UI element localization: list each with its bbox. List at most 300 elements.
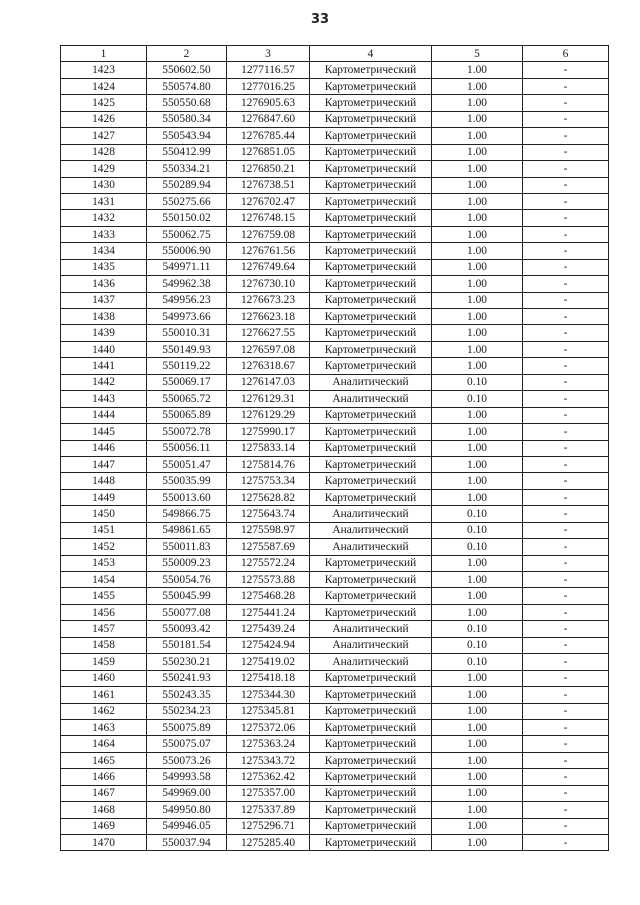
table-row [61, 604, 609, 620]
cell-x-coordinate: 550069.17 [147, 374, 227, 390]
cell-y-coordinate: 1275344.30 [227, 687, 310, 703]
cell-point-number: 1431 [61, 193, 147, 209]
cell-accuracy: 0.10 [432, 391, 523, 407]
cell-description: - [523, 769, 609, 785]
cell-x-coordinate: 549950.80 [147, 802, 227, 818]
cell-x-coordinate: 550062.75 [147, 226, 227, 242]
table-row [61, 440, 609, 456]
table-row [61, 259, 609, 275]
cell-point-number: 1437 [61, 292, 147, 308]
cell-x-coordinate: 550077.08 [147, 604, 227, 620]
cell-description: - [523, 835, 609, 851]
cell-description: - [523, 358, 609, 374]
cell-x-coordinate: 550149.93 [147, 341, 227, 357]
cell-method: Картометрический [310, 440, 432, 456]
cell-y-coordinate: 1276318.67 [227, 358, 310, 374]
cell-description: - [523, 325, 609, 341]
cell-point-number: 1461 [61, 687, 147, 703]
cell-description: - [523, 128, 609, 144]
table-row [61, 506, 609, 522]
cell-point-number: 1448 [61, 473, 147, 489]
header-row [61, 46, 609, 62]
cell-x-coordinate: 550412.99 [147, 144, 227, 160]
cell-description: - [523, 161, 609, 177]
table-row [61, 621, 609, 637]
table-row [61, 161, 609, 177]
cell-method: Картометрический [310, 473, 432, 489]
cell-accuracy: 1.00 [432, 276, 523, 292]
cell-method: Картометрический [310, 309, 432, 325]
cell-method: Картометрический [310, 144, 432, 160]
column-header-description: 6 [523, 46, 609, 62]
cell-x-coordinate: 550065.89 [147, 407, 227, 423]
table-row [61, 177, 609, 193]
table-row [61, 522, 609, 538]
cell-y-coordinate: 1276623.18 [227, 309, 310, 325]
cell-description: - [523, 407, 609, 423]
cell-description: - [523, 670, 609, 686]
cell-method: Картометрический [310, 78, 432, 94]
cell-method: Картометрический [310, 424, 432, 440]
cell-method: Картометрический [310, 259, 432, 275]
cell-y-coordinate: 1275372.06 [227, 719, 310, 735]
cell-point-number: 1449 [61, 489, 147, 505]
cell-method: Картометрический [310, 572, 432, 588]
cell-x-coordinate: 549973.66 [147, 309, 227, 325]
cell-description: - [523, 604, 609, 620]
cell-accuracy: 1.00 [432, 161, 523, 177]
cell-method: Картометрический [310, 177, 432, 193]
cell-accuracy: 1.00 [432, 785, 523, 801]
cell-method: Картометрический [310, 210, 432, 226]
table-row [61, 572, 609, 588]
table-row [61, 111, 609, 127]
cell-x-coordinate: 549969.00 [147, 785, 227, 801]
cell-accuracy: 1.00 [432, 604, 523, 620]
cell-point-number: 1455 [61, 588, 147, 604]
cell-point-number: 1466 [61, 769, 147, 785]
cell-y-coordinate: 1275439.24 [227, 621, 310, 637]
cell-y-coordinate: 1276147.03 [227, 374, 310, 390]
cell-accuracy: 1.00 [432, 736, 523, 752]
cell-point-number: 1433 [61, 226, 147, 242]
cell-description: - [523, 818, 609, 834]
cell-method: Картометрический [310, 358, 432, 374]
cell-description: - [523, 374, 609, 390]
table-row [61, 539, 609, 555]
cell-point-number: 1434 [61, 243, 147, 259]
cell-method: Картометрический [310, 687, 432, 703]
cell-point-number: 1430 [61, 177, 147, 193]
cell-method: Аналитический [310, 506, 432, 522]
cell-accuracy: 1.00 [432, 309, 523, 325]
column-header-point-number: 1 [61, 46, 147, 62]
cell-point-number: 1451 [61, 522, 147, 538]
cell-method: Картометрический [310, 555, 432, 571]
cell-description: - [523, 259, 609, 275]
table-row [61, 489, 609, 505]
cell-accuracy: 1.00 [432, 818, 523, 834]
cell-description: - [523, 177, 609, 193]
cell-accuracy: 1.00 [432, 292, 523, 308]
cell-y-coordinate: 1275419.02 [227, 654, 310, 670]
cell-y-coordinate: 1276673.23 [227, 292, 310, 308]
cell-x-coordinate: 550075.89 [147, 719, 227, 735]
cell-description: - [523, 719, 609, 735]
cell-point-number: 1458 [61, 637, 147, 653]
cell-x-coordinate: 550035.99 [147, 473, 227, 489]
cell-y-coordinate: 1276850.21 [227, 161, 310, 177]
cell-x-coordinate: 550230.21 [147, 654, 227, 670]
cell-y-coordinate: 1276759.08 [227, 226, 310, 242]
cell-x-coordinate: 550093.42 [147, 621, 227, 637]
table-row [61, 210, 609, 226]
cell-y-coordinate: 1275814.76 [227, 456, 310, 472]
cell-x-coordinate: 550037.94 [147, 835, 227, 851]
cell-accuracy: 1.00 [432, 62, 523, 78]
cell-description: - [523, 736, 609, 752]
table-row [61, 802, 609, 818]
cell-y-coordinate: 1276761.56 [227, 243, 310, 259]
table-row [61, 62, 609, 78]
cell-description: - [523, 703, 609, 719]
table-row [61, 391, 609, 407]
cell-x-coordinate: 550051.47 [147, 456, 227, 472]
cell-method: Аналитический [310, 522, 432, 538]
cell-y-coordinate: 1277116.57 [227, 62, 310, 78]
cell-point-number: 1467 [61, 785, 147, 801]
cell-accuracy: 1.00 [432, 259, 523, 275]
cell-x-coordinate: 550580.34 [147, 111, 227, 127]
table-row [61, 276, 609, 292]
table-row [61, 719, 609, 735]
table-row [61, 95, 609, 111]
table-body [61, 62, 609, 851]
cell-accuracy: 1.00 [432, 687, 523, 703]
cell-x-coordinate: 550054.76 [147, 572, 227, 588]
cell-y-coordinate: 1275357.00 [227, 785, 310, 801]
table-row [61, 226, 609, 242]
cell-accuracy: 0.10 [432, 522, 523, 538]
cell-point-number: 1454 [61, 572, 147, 588]
cell-point-number: 1423 [61, 62, 147, 78]
cell-point-number: 1452 [61, 539, 147, 555]
cell-method: Картометрический [310, 243, 432, 259]
cell-x-coordinate: 549946.05 [147, 818, 227, 834]
cell-accuracy: 1.00 [432, 341, 523, 357]
cell-description: - [523, 111, 609, 127]
cell-accuracy: 1.00 [432, 670, 523, 686]
cell-point-number: 1446 [61, 440, 147, 456]
cell-description: - [523, 456, 609, 472]
cell-method: Аналитический [310, 539, 432, 555]
cell-x-coordinate: 550334.21 [147, 161, 227, 177]
cell-point-number: 1465 [61, 752, 147, 768]
cell-x-coordinate: 549993.58 [147, 769, 227, 785]
cell-x-coordinate: 550011.83 [147, 539, 227, 555]
cell-point-number: 1460 [61, 670, 147, 686]
cell-y-coordinate: 1275990.17 [227, 424, 310, 440]
cell-point-number: 1468 [61, 802, 147, 818]
cell-y-coordinate: 1275424.94 [227, 637, 310, 653]
table-row [61, 424, 609, 440]
table-row [61, 588, 609, 604]
cell-x-coordinate: 550065.72 [147, 391, 227, 407]
table-row [61, 374, 609, 390]
cell-description: - [523, 506, 609, 522]
cell-x-coordinate: 550045.99 [147, 588, 227, 604]
cell-y-coordinate: 1276847.60 [227, 111, 310, 127]
cell-point-number: 1450 [61, 506, 147, 522]
cell-point-number: 1462 [61, 703, 147, 719]
cell-method: Картометрический [310, 161, 432, 177]
cell-accuracy: 1.00 [432, 128, 523, 144]
cell-point-number: 1444 [61, 407, 147, 423]
table-header [61, 46, 609, 62]
cell-y-coordinate: 1276627.55 [227, 325, 310, 341]
page-number: 33 [310, 12, 330, 27]
cell-accuracy: 0.10 [432, 539, 523, 555]
cell-description: - [523, 752, 609, 768]
cell-description: - [523, 539, 609, 555]
cell-point-number: 1429 [61, 161, 147, 177]
cell-method: Картометрический [310, 456, 432, 472]
column-header-x-coordinate: 2 [147, 46, 227, 62]
table-row [61, 78, 609, 94]
cell-y-coordinate: 1275362.42 [227, 769, 310, 785]
column-header-y-coordinate: 3 [227, 46, 310, 62]
cell-description: - [523, 654, 609, 670]
cell-method: Картометрический [310, 111, 432, 127]
cell-point-number: 1426 [61, 111, 147, 127]
cell-x-coordinate: 550241.93 [147, 670, 227, 686]
cell-method: Картометрический [310, 62, 432, 78]
cell-x-coordinate: 550075.07 [147, 736, 227, 752]
cell-accuracy: 1.00 [432, 210, 523, 226]
cell-x-coordinate: 549956.23 [147, 292, 227, 308]
cell-method: Картометрический [310, 719, 432, 735]
cell-description: - [523, 309, 609, 325]
cell-y-coordinate: 1276702.47 [227, 193, 310, 209]
cell-description: - [523, 522, 609, 538]
cell-description: - [523, 243, 609, 259]
cell-y-coordinate: 1275468.28 [227, 588, 310, 604]
cell-method: Картометрический [310, 752, 432, 768]
cell-accuracy: 1.00 [432, 95, 523, 111]
cell-point-number: 1463 [61, 719, 147, 735]
cell-description: - [523, 62, 609, 78]
cell-accuracy: 1.00 [432, 78, 523, 94]
cell-x-coordinate: 549962.38 [147, 276, 227, 292]
cell-accuracy: 0.10 [432, 621, 523, 637]
cell-x-coordinate: 550234.23 [147, 703, 227, 719]
table-row [61, 818, 609, 834]
cell-description: - [523, 637, 609, 653]
cell-accuracy: 1.00 [432, 802, 523, 818]
cell-point-number: 1443 [61, 391, 147, 407]
cell-point-number: 1445 [61, 424, 147, 440]
cell-point-number: 1469 [61, 818, 147, 834]
table-row [61, 325, 609, 341]
cell-x-coordinate: 550550.68 [147, 95, 227, 111]
cell-accuracy: 1.00 [432, 325, 523, 341]
cell-method: Картометрический [310, 407, 432, 423]
cell-description: - [523, 489, 609, 505]
cell-method: Картометрический [310, 703, 432, 719]
cell-method: Картометрический [310, 588, 432, 604]
cell-point-number: 1447 [61, 456, 147, 472]
cell-x-coordinate: 550275.66 [147, 193, 227, 209]
cell-x-coordinate: 550243.35 [147, 687, 227, 703]
cell-method: Картометрический [310, 128, 432, 144]
cell-method: Картометрический [310, 292, 432, 308]
cell-method: Картометрический [310, 325, 432, 341]
cell-y-coordinate: 1275572.24 [227, 555, 310, 571]
cell-method: Аналитический [310, 654, 432, 670]
cell-y-coordinate: 1276597.08 [227, 341, 310, 357]
cell-x-coordinate: 550072.78 [147, 424, 227, 440]
table-row [61, 637, 609, 653]
cell-description: - [523, 440, 609, 456]
table-row [61, 752, 609, 768]
cell-x-coordinate: 550150.02 [147, 210, 227, 226]
cell-accuracy: 0.10 [432, 506, 523, 522]
cell-accuracy: 0.10 [432, 374, 523, 390]
cell-description: - [523, 424, 609, 440]
cell-method: Картометрический [310, 341, 432, 357]
table-row [61, 835, 609, 851]
cell-method: Картометрический [310, 489, 432, 505]
table-row [61, 128, 609, 144]
cell-method: Картометрический [310, 769, 432, 785]
cell-y-coordinate: 1275343.72 [227, 752, 310, 768]
cell-point-number: 1424 [61, 78, 147, 94]
cell-accuracy: 1.00 [432, 177, 523, 193]
cell-method: Аналитический [310, 391, 432, 407]
cell-description: - [523, 802, 609, 818]
cell-y-coordinate: 1275441.24 [227, 604, 310, 620]
cell-y-coordinate: 1275296.71 [227, 818, 310, 834]
cell-method: Картометрический [310, 818, 432, 834]
cell-description: - [523, 785, 609, 801]
cell-accuracy: 1.00 [432, 193, 523, 209]
cell-description: - [523, 144, 609, 160]
cell-point-number: 1456 [61, 604, 147, 620]
cell-y-coordinate: 1276738.51 [227, 177, 310, 193]
cell-x-coordinate: 550574.80 [147, 78, 227, 94]
cell-method: Картометрический [310, 95, 432, 111]
cell-method: Картометрический [310, 276, 432, 292]
cell-x-coordinate: 550010.31 [147, 325, 227, 341]
column-header-accuracy: 5 [432, 46, 523, 62]
cell-y-coordinate: 1275363.24 [227, 736, 310, 752]
cell-description: - [523, 341, 609, 357]
cell-point-number: 1442 [61, 374, 147, 390]
cell-point-number: 1435 [61, 259, 147, 275]
cell-description: - [523, 588, 609, 604]
cell-point-number: 1438 [61, 309, 147, 325]
cell-x-coordinate: 550181.54 [147, 637, 227, 653]
cell-point-number: 1436 [61, 276, 147, 292]
cell-accuracy: 1.00 [432, 424, 523, 440]
cell-accuracy: 1.00 [432, 456, 523, 472]
cell-y-coordinate: 1276730.10 [227, 276, 310, 292]
cell-accuracy: 1.00 [432, 358, 523, 374]
table-row [61, 358, 609, 374]
cell-method: Картометрический [310, 802, 432, 818]
cell-description: - [523, 572, 609, 588]
cell-y-coordinate: 1276785.44 [227, 128, 310, 144]
cell-x-coordinate: 550543.94 [147, 128, 227, 144]
cell-accuracy: 0.10 [432, 637, 523, 653]
cell-method: Картометрический [310, 226, 432, 242]
table-row [61, 292, 609, 308]
cell-x-coordinate: 549861.65 [147, 522, 227, 538]
table-row [61, 654, 609, 670]
cell-method: Картометрический [310, 835, 432, 851]
cell-x-coordinate: 550013.60 [147, 489, 227, 505]
table-row [61, 670, 609, 686]
cell-method: Картометрический [310, 670, 432, 686]
cell-accuracy: 1.00 [432, 111, 523, 127]
cell-description: - [523, 621, 609, 637]
cell-y-coordinate: 1275345.81 [227, 703, 310, 719]
cell-accuracy: 0.10 [432, 654, 523, 670]
cell-accuracy: 1.00 [432, 572, 523, 588]
cell-description: - [523, 193, 609, 209]
cell-x-coordinate: 549971.11 [147, 259, 227, 275]
cell-y-coordinate: 1275628.82 [227, 489, 310, 505]
cell-accuracy: 1.00 [432, 440, 523, 456]
cell-accuracy: 1.00 [432, 769, 523, 785]
cell-y-coordinate: 1275753.34 [227, 473, 310, 489]
cell-point-number: 1432 [61, 210, 147, 226]
cell-point-number: 1464 [61, 736, 147, 752]
cell-y-coordinate: 1277016.25 [227, 78, 310, 94]
cell-y-coordinate: 1275285.40 [227, 835, 310, 851]
cell-point-number: 1459 [61, 654, 147, 670]
cell-y-coordinate: 1276749.64 [227, 259, 310, 275]
cell-y-coordinate: 1275833.14 [227, 440, 310, 456]
table-row [61, 703, 609, 719]
table-row [61, 555, 609, 571]
cell-point-number: 1440 [61, 341, 147, 357]
cell-description: - [523, 473, 609, 489]
cell-point-number: 1453 [61, 555, 147, 571]
cell-x-coordinate: 550009.23 [147, 555, 227, 571]
cell-accuracy: 1.00 [432, 243, 523, 259]
cell-description: - [523, 226, 609, 242]
cell-accuracy: 1.00 [432, 473, 523, 489]
cell-accuracy: 1.00 [432, 752, 523, 768]
cell-x-coordinate: 550602.50 [147, 62, 227, 78]
cell-method: Картометрический [310, 604, 432, 620]
cell-method: Аналитический [310, 621, 432, 637]
cell-accuracy: 1.00 [432, 144, 523, 160]
cell-accuracy: 1.00 [432, 489, 523, 505]
cell-point-number: 1425 [61, 95, 147, 111]
cell-description: - [523, 276, 609, 292]
table-row [61, 144, 609, 160]
cell-point-number: 1439 [61, 325, 147, 341]
cell-x-coordinate: 550073.26 [147, 752, 227, 768]
table-row [61, 785, 609, 801]
table-row [61, 473, 609, 489]
cell-method: Картометрический [310, 193, 432, 209]
cell-description: - [523, 555, 609, 571]
cell-point-number: 1428 [61, 144, 147, 160]
cell-description: - [523, 78, 609, 94]
